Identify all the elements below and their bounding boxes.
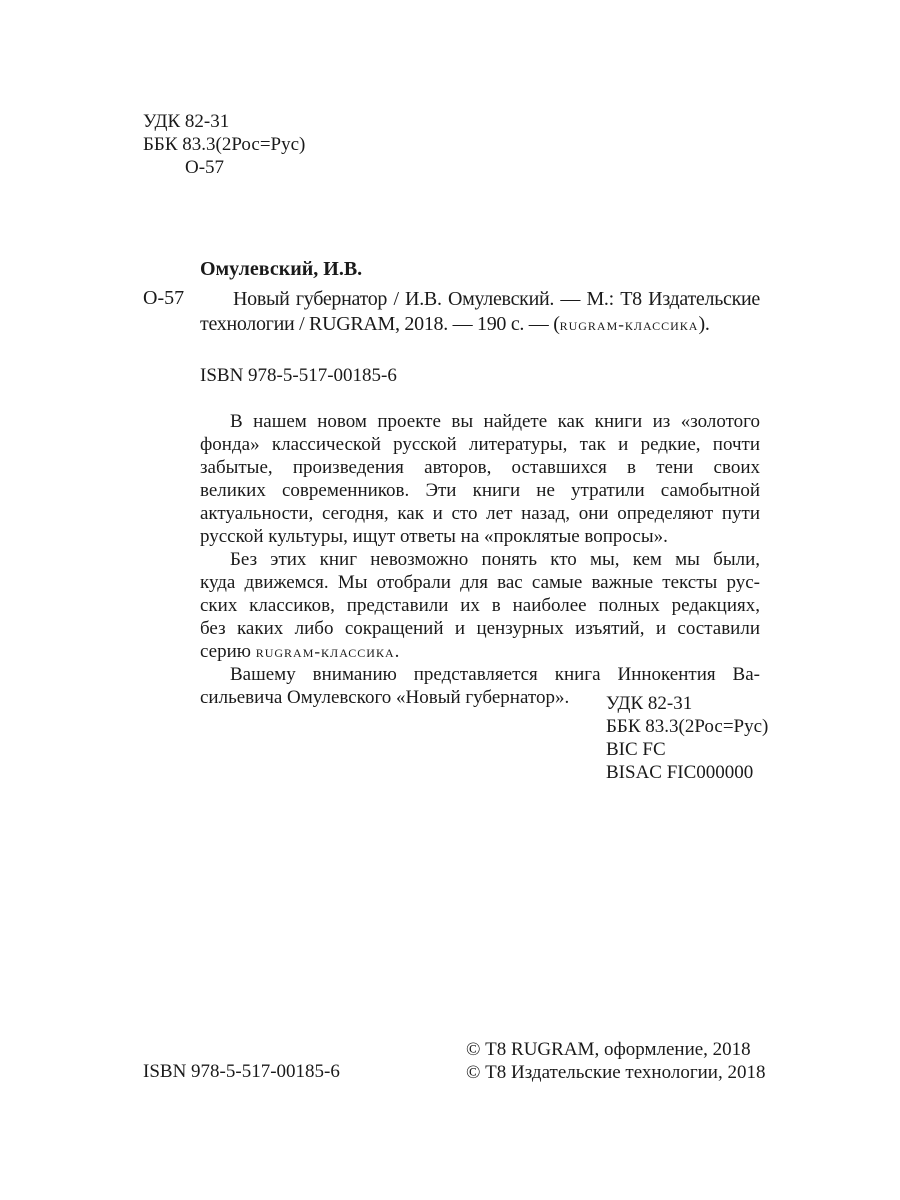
entry-author: Омулевский, И.В. — [200, 258, 363, 280]
series-name: rugram-классика — [559, 315, 699, 334]
udk-code: УДК 82-31 — [143, 111, 230, 132]
annotation-line: забытые, произведения авторов, оставшихся в тени своих — [200, 457, 760, 478]
annotation-line: сильевича Омулевского «Новый губернатор». — [200, 687, 570, 708]
entry-line-2-end: ). — [698, 313, 710, 335]
annotation-paragraph-2 — [200, 548, 760, 640]
annotation-line: В нашем новом проекте вы найдете как книги из «золотого — [230, 411, 760, 432]
annotation-paragraph-1 — [200, 410, 760, 548]
annotation-line: русской культуры, ищут ответы на «проклятые вопросы». — [200, 526, 668, 547]
annotation-line: куда движемся. Мы отобрали для вас самые важные тексты рус- — [200, 572, 760, 593]
classification-top — [143, 110, 305, 179]
annotation-line: Вашему вниманию представляется книга Иннокентия Ва- — [230, 664, 760, 685]
series-intro-text: серию — [200, 641, 256, 662]
entry-line-1: Новый губернатор / И.В. Омулевский. — М.: Т8 Издательские — [233, 288, 760, 310]
series-name-inline: rugram-классика — [255, 642, 395, 661]
entry-line-2 — [200, 312, 760, 337]
annotation-line: ских классиков, представили их в наиболее полных редакциях, — [200, 595, 760, 616]
annotation-line: великих современников. Эти книги не утратили самобытной — [200, 480, 760, 501]
annotation — [200, 410, 760, 709]
annotation-line: фонда» классической русской литературы, так и редкие, почти — [200, 434, 760, 455]
bbk-code-right: ББК 83.3(2Рос=Рус) — [606, 716, 769, 737]
classification-right — [606, 692, 768, 784]
annotation-line: актуальности, сегодня, как и сто лет назад, они определяют пути — [200, 503, 760, 524]
series-end: . — [394, 641, 400, 662]
annotation-line: без каких либо сокращений и цензурных изъятий, и составили — [200, 618, 760, 639]
annotation-line: Без этих книг невозможно понять кто мы, кем мы были, — [230, 549, 760, 570]
entry-mark: О-57 — [143, 287, 185, 309]
footer-isbn: ISBN 978-5-517-00185-6 — [143, 1061, 340, 1082]
annotation-paragraph-2-last-line — [200, 640, 760, 663]
udk-code-right: УДК 82-31 — [606, 693, 693, 714]
entry-description — [200, 287, 760, 337]
entry-isbn: ISBN 978-5-517-00185-6 — [200, 365, 397, 386]
footer-copyright — [466, 1038, 765, 1084]
bic-code: BIC FC — [606, 739, 666, 760]
bbk-code: ББК 83.3(2Рос=Рус) — [143, 134, 306, 155]
copyright-publisher: © Т8 Издательские технологии, 2018 — [466, 1062, 766, 1083]
entry-line-2-text: технологии / RUGRAM, 2018. — 190 с. — ( — [200, 313, 560, 335]
copyright-design: © Т8 RUGRAM, оформление, 2018 — [466, 1039, 751, 1060]
bisac-code: BISAC FIC000000 — [606, 762, 754, 783]
author-mark: О-57 — [185, 157, 225, 178]
